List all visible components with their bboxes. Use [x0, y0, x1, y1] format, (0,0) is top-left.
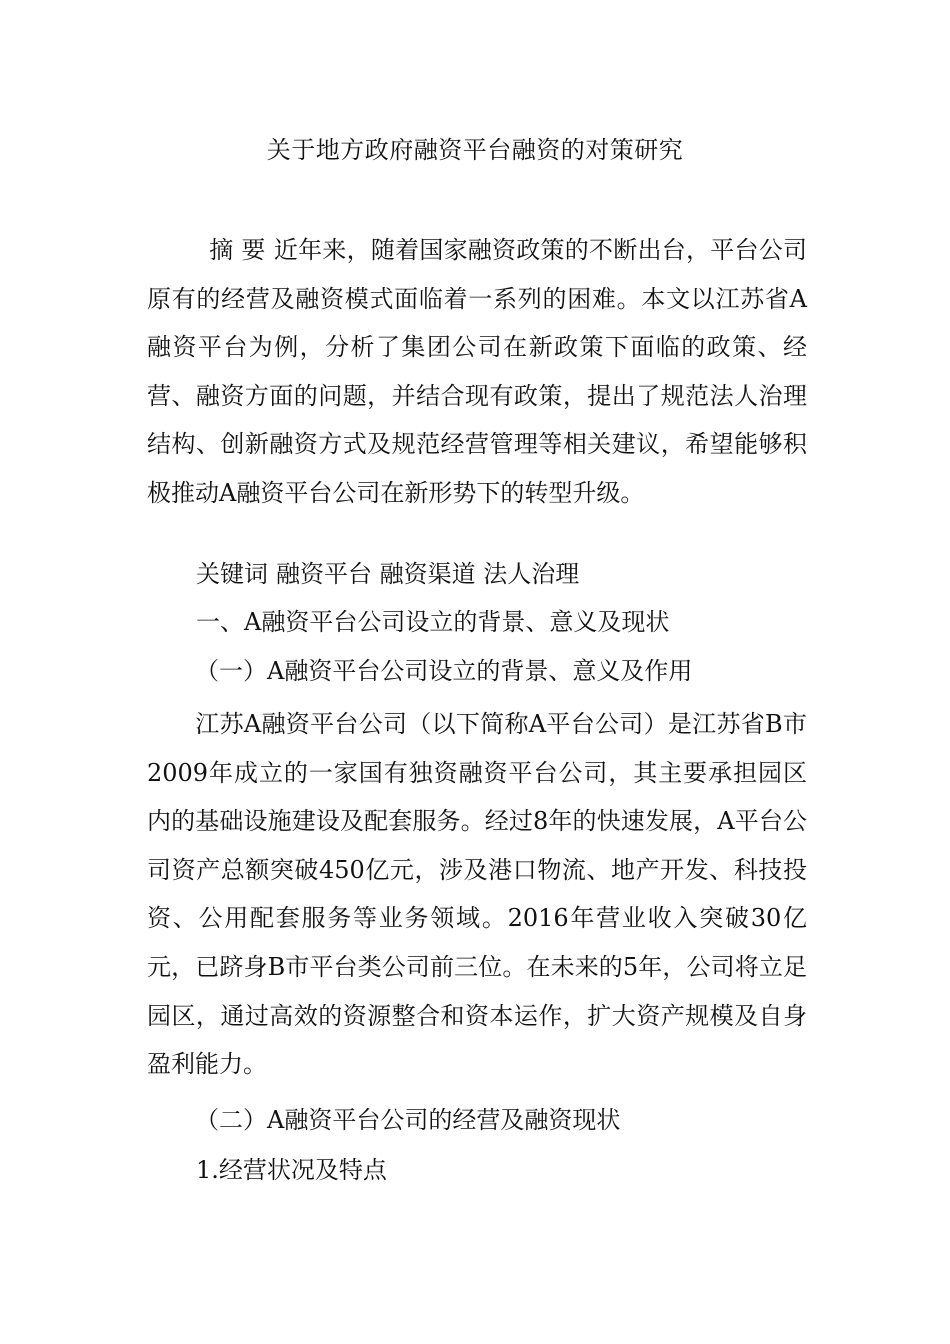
section-1-2-heading: （二）A融资平台公司的经营及融资现状: [195, 1106, 621, 1134]
keywords-text: 融资平台 融资渠道 法人治理: [276, 560, 580, 588]
section-1-heading: 一、A融资平台公司设立的背景、意义及现状: [196, 608, 670, 636]
section-1-2-1-heading: 1.经营状况及特点: [196, 1156, 387, 1184]
section-1-1-heading: （一）A融资平台公司设立的背景、意义及作用: [195, 657, 693, 685]
section-1-1-paragraph: [147, 700, 807, 1089]
section-1-1-paragraph-text: 江苏A融资平台公司（以下简称A平台公司）是江苏省B市2009年成立的一家国有独资融资平台公司，其主要承担园区内的基础设施建设及配套服务。经过8年的快速发展，A平台公司资产总额突破450亿元，涉及港口物流、地产开发、科技投资、公用配套服务等业务领域。2016年营业收入突破30亿元，已跻身B市平台类公司前三位。在未来的5年，公司将立足园区，通过高效的资源整合和资本运作，扩大资产规模及自身盈利能力。: [147, 710, 807, 1079]
abstract-paragraph: [147, 226, 807, 518]
abstract-label: 摘 要: [209, 236, 266, 264]
abstract-text: 近年来，随着国家融资政策的不断出台，平台公司原有的经营及融资模式面临着一系列的困难。本文以江苏省A融资平台为例，分析了集团公司在新政策下面临的政策、经营、融资方面的问题，并结合现有政策，提出了规范法人治理结构、创新融资方式及规范经营管理等相关建议，希望能够积极推动A融资平台公司在新形势下的转型升级。: [147, 236, 807, 507]
keywords-line: [196, 556, 579, 592]
keywords-label: 关键词: [196, 560, 268, 588]
document-title: 关于地方政府融资平台融资的对策研究: [266, 136, 684, 164]
